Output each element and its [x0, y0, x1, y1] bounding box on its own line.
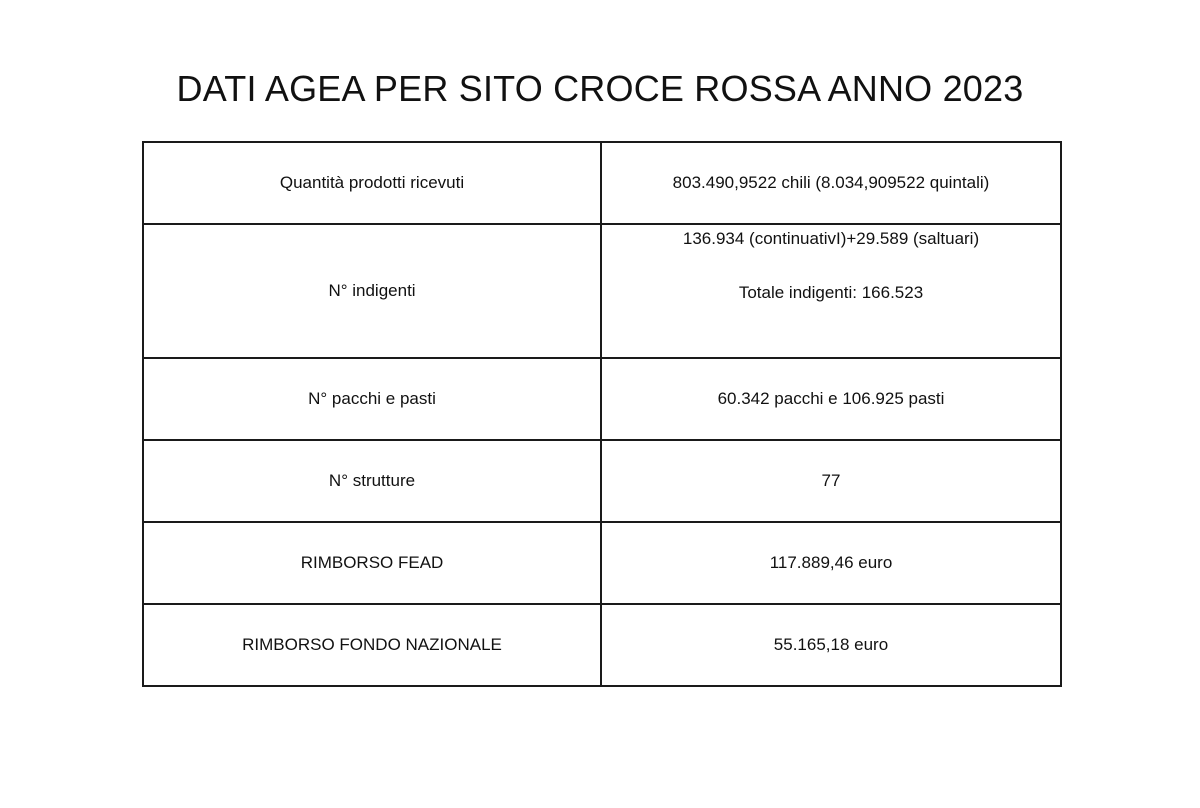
label-cell: N° strutture [143, 440, 601, 522]
label-cell: RIMBORSO FEAD [143, 522, 601, 604]
value-cell: 803.490,9522 chili (8.034,909522 quintali) [601, 142, 1061, 224]
value-line: 136.934 (continuativI)+29.589 (saltuari) [682, 229, 980, 248]
label-cell: N° pacchi e pasti [143, 358, 601, 440]
table-row [143, 358, 1061, 440]
data-table [142, 141, 1062, 687]
value-cell: 60.342 pacchi e 106.925 pasti [601, 358, 1061, 440]
value-cell: 55.165,18 euro [601, 604, 1061, 686]
value-cell: 77 [601, 440, 1061, 522]
value-cell: 117.889,46 euro [601, 522, 1061, 604]
value-line-total: Totale indigenti: 166.523 [738, 283, 924, 302]
table-row [143, 440, 1061, 522]
table-row [143, 142, 1061, 224]
label-cell: Quantità prodotti ricevuti [143, 142, 601, 224]
table-row [143, 522, 1061, 604]
value-cell [601, 224, 1061, 358]
table-row [143, 604, 1061, 686]
table-row [143, 224, 1061, 358]
label-cell: N° indigenti [143, 224, 601, 358]
label-cell: RIMBORSO FONDO NAZIONALE [143, 604, 601, 686]
page-title: DATI AGEA PER SITO CROCE ROSSA ANNO 2023 [176, 68, 1024, 109]
